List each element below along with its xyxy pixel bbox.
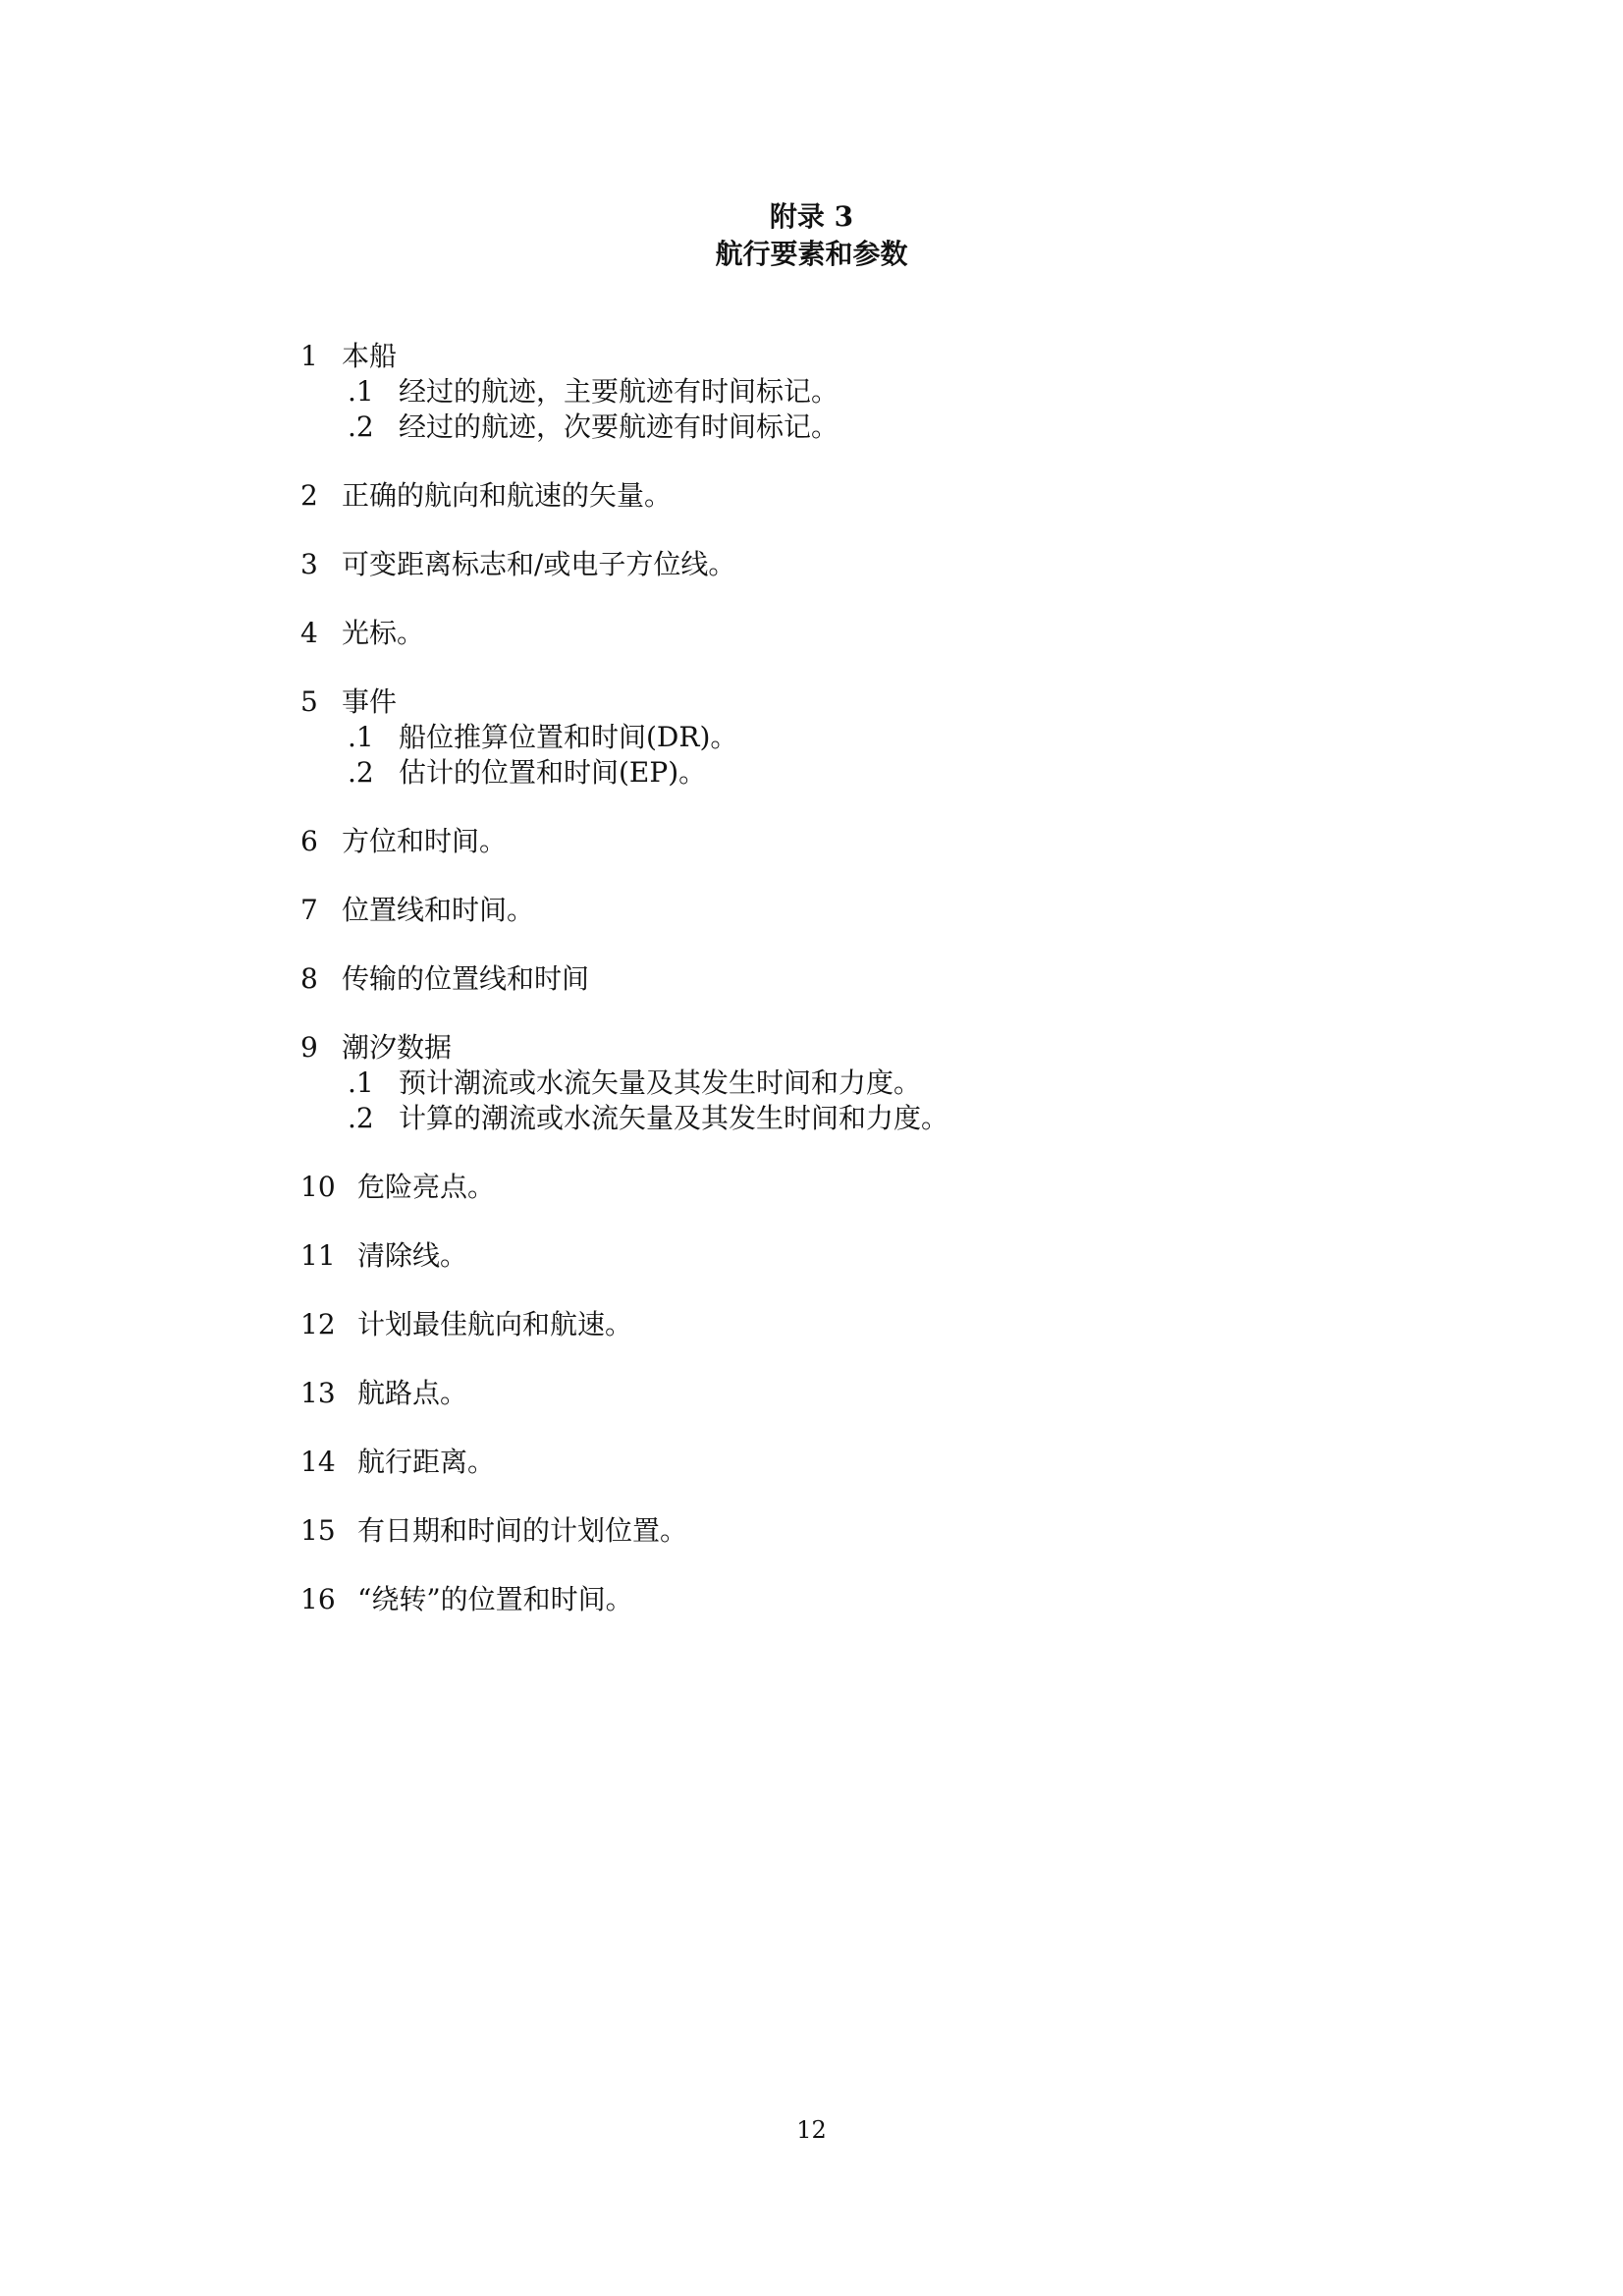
item-number: 1 [300, 340, 318, 372]
list-item [300, 547, 1380, 582]
list-item [300, 1030, 1380, 1136]
item-text: 光标。 [342, 617, 425, 649]
item-number: 16 [300, 1583, 336, 1615]
sub-item [348, 755, 1380, 791]
item-number: 13 [300, 1377, 336, 1409]
item-text: 传输的位置线和时间 [342, 962, 590, 995]
item-number: 8 [300, 962, 318, 995]
item-number: 11 [300, 1239, 336, 1272]
sub-item [348, 1101, 1380, 1136]
sub-item [348, 410, 1380, 445]
sub-item-text: 经过的航迹，次要航迹有时间标记。 [399, 410, 839, 443]
item-text: 位置线和时间。 [342, 894, 535, 926]
list-item [300, 339, 1380, 445]
navigation-elements-list [300, 339, 1380, 1651]
item-text: 潮汐数据 [342, 1031, 453, 1064]
sub-item [348, 374, 1380, 410]
item-text: 可变距离标志和/或电子方位线。 [342, 548, 736, 580]
item-number: 7 [300, 894, 318, 926]
sub-item-text: 船位推算位置和时间(DR)。 [399, 721, 738, 753]
sub-item-number: .2 [348, 410, 374, 443]
item-text: 方位和时间。 [342, 825, 508, 857]
sub-item-text: 估计的位置和时间(EP)。 [399, 756, 707, 789]
item-number: 5 [300, 685, 318, 718]
sub-item-number: .1 [348, 721, 374, 753]
list-item [300, 961, 1380, 997]
item-number: 14 [300, 1446, 336, 1478]
sub-item-number: .1 [348, 1066, 374, 1099]
sub-item [348, 1066, 1380, 1101]
sub-item-number: .1 [348, 375, 374, 408]
item-text: 航路点。 [357, 1377, 468, 1409]
list-item [300, 1445, 1380, 1480]
item-number: 4 [300, 617, 318, 649]
list-item [300, 478, 1380, 514]
sub-item [348, 720, 1380, 755]
item-number: 6 [300, 825, 318, 857]
page-number: 12 [796, 2116, 827, 2144]
item-text: “绕转”的位置和时间。 [357, 1583, 633, 1615]
item-number: 12 [300, 1308, 336, 1340]
list-item [300, 1582, 1380, 1617]
item-number: 15 [300, 1514, 336, 1547]
item-text: 危险亮点。 [357, 1171, 496, 1203]
list-item [300, 684, 1380, 791]
list-item [300, 824, 1380, 859]
item-text: 事件 [342, 685, 398, 718]
list-item [300, 616, 1380, 651]
sub-item-number: .2 [348, 1102, 374, 1134]
item-number: 2 [300, 479, 318, 512]
item-number: 3 [300, 548, 318, 580]
list-item [300, 1238, 1380, 1274]
item-text: 清除线。 [357, 1239, 468, 1272]
list-item [300, 1513, 1380, 1549]
item-text: 本船 [342, 340, 398, 372]
list-item [300, 1307, 1380, 1342]
list-item [300, 1170, 1380, 1205]
item-text: 航行距离。 [357, 1446, 496, 1478]
appendix-subtitle: 航行要素和参数 [715, 238, 908, 270]
sub-item-text: 经过的航迹，主要航迹有时间标记。 [399, 375, 839, 408]
item-text: 正确的航向和航速的矢量。 [342, 479, 673, 512]
item-text: 有日期和时间的计划位置。 [357, 1514, 688, 1547]
list-item [300, 1376, 1380, 1411]
item-number: 10 [300, 1171, 336, 1203]
list-item [300, 893, 1380, 928]
item-number: 9 [300, 1031, 318, 1064]
appendix-title: 附录 3 [769, 200, 854, 233]
sub-item-number: .2 [348, 756, 374, 789]
sub-item-text: 计算的潮流或水流矢量及其发生时间和力度。 [399, 1102, 949, 1134]
sub-item-text: 预计潮流或水流矢量及其发生时间和力度。 [399, 1066, 922, 1099]
item-text: 计划最佳航向和航速。 [357, 1308, 633, 1340]
